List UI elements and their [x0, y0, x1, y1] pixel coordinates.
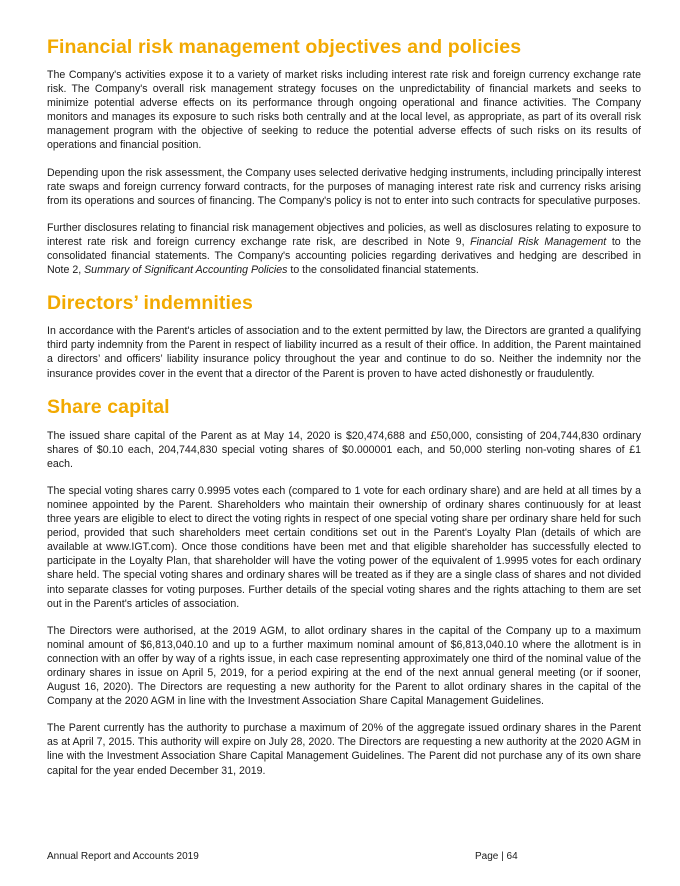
financial-risk-p3-text-b: to the consolidated financial statements. The Company's accounting policies regarding derivatives and hedging are described in Note 2, [47, 235, 642, 277]
financial-risk-paragraph-2: Depending upon the risk assessment, the Company uses selected derivative hedging instruments, including principally interest rate swaps and foreign currency forward contracts, for the purposes of managing interest rate risk and currency risks arising from its operations and sources of financing. The Company's policy is not to enter into such contracts for speculative purposes. [47, 166, 641, 207]
share-capital-paragraph-1: The issued share capital of the Parent as at May 14, 2020 is $20,474,688 and £50,000, consisting of 204,744,830 ordinary shares of $0.10 each, 204,744,830 special voting shares of $0.000001 each, and 50,000 sterling non-voting shares of £1 each. [47, 429, 641, 470]
footer-page-number: Page | 64 [475, 851, 518, 862]
share-capital-paragraph-4: The Parent currently has the authority to purchase a maximum of 20% of the aggregate issued ordinary shares in the Parent as at April 7, 2015. This authority will expire on July 28, 2020. The Directors are requesting a new authority at the 2020 AGM in line with the Investment Association Share Capital Management Guidelines. The Parent did not purchase any of its own share capital for the year ended December 31, 2019. [47, 722, 641, 777]
financial-risk-section [47, 34, 641, 277]
footer-report-title: Annual Report and Accounts 2019 [47, 851, 199, 862]
share-capital-heading: Share capital [47, 395, 170, 418]
page-content [47, 34, 641, 778]
financial-risk-heading: Financial risk management objectives and policies [47, 36, 522, 58]
financial-risk-p3-text-c: to the consolidated financial statements. [287, 264, 479, 277]
share-capital-section [47, 394, 641, 778]
financial-risk-p3-text-a: Further disclosures relating to financial risk management objectives and policies, as well as disclosures relating to exposure to interest rate risk and foreign currency exchange rate risk, are described in Note 9, [47, 221, 641, 248]
directors-indemnities-paragraph: In accordance with the Parent's articles of association and to the extent permitted by law, the Directors are granted a qualifying third party indemnity from the Parent in respect of liability incurred as a result of their office. In addition, the Parent maintained a directors’ and officers’ liability insurance policy throughout the year and continue to do so. Neither the indemnity nor the insurance provides cover in the event that a director of the Parent is proven to have acted dishonestly or fraudulently. [47, 325, 641, 380]
note-9-reference: Financial Risk Management [470, 235, 607, 248]
note-2-reference: Summary of Significant Accounting Policies [84, 264, 288, 277]
financial-risk-paragraph-3 [47, 221, 641, 277]
share-capital-paragraph-3: The Directors were authorised, at the 2019 AGM, to allot ordinary shares in the capital of the Company up to a maximum nominal amount of $6,813,040.10 and up to a further maximum nominal amount of $6,813,040.10 where the allotment is in connection with an offer by way of a rights issue, in each case representing approximately one third of the nominal value of the ordinary shares in issue on April 5, 2019, for a period expiring at the end of the next annual general meeting (or if sooner, August 16, 2020). The Directors are requesting a new authority for the Parent to allot ordinary shares in the capital of the Company at the 2020 AGM in line with the Investment Association Share Capital Management Guidelines. [47, 624, 641, 708]
financial-risk-paragraph-1: The Company's activities expose it to a variety of market risks including interest rate risk and foreign currency exchange rate risk. The Company's overall risk management strategy focuses on the unpredictability of financial markets and seeks to minimize potential adverse effects on its performance through ongoing operational and finance activities. The Company monitors and manages its exposure to such risks both centrally and at the local level, as appropriate, as part of its overall risk management program with the objective of seeking to reduce the potential adverse effects of such risks on its results of operations and financial position. [47, 69, 641, 152]
share-capital-paragraph-2: The special voting shares carry 0.9995 votes each (compared to 1 vote for each ordinary share) and are held at all times by a nominee appointed by the Parent. Shareholders who maintain their ownership of ordinary shares continuously for at least three years are eligible to elect to direct the voting rights in respect of one special voting share per ordinary share held for such period, provided that such shareholders meet certain conditions set out in the Parent's Loyalty Plan (details of which are available at www.IGT.com). Once those conditions have been met and that eligible shareholder has successfully elected to participate in the Loyalty Plan, that shareholder will have the voting power of the equivalent of 1.9995 votes for each ordinary share held. The special voting shares and ordinary shares will be treated as if they are a single class of shares and not divided into separate classes for voting purposes. Further details of the special voting shares and the rights attaching to them are set out in the Parent's articles of association. [47, 484, 641, 610]
directors-indemnities-heading: Directors’ indemnities [47, 292, 253, 315]
directors-indemnities-section [47, 290, 641, 380]
